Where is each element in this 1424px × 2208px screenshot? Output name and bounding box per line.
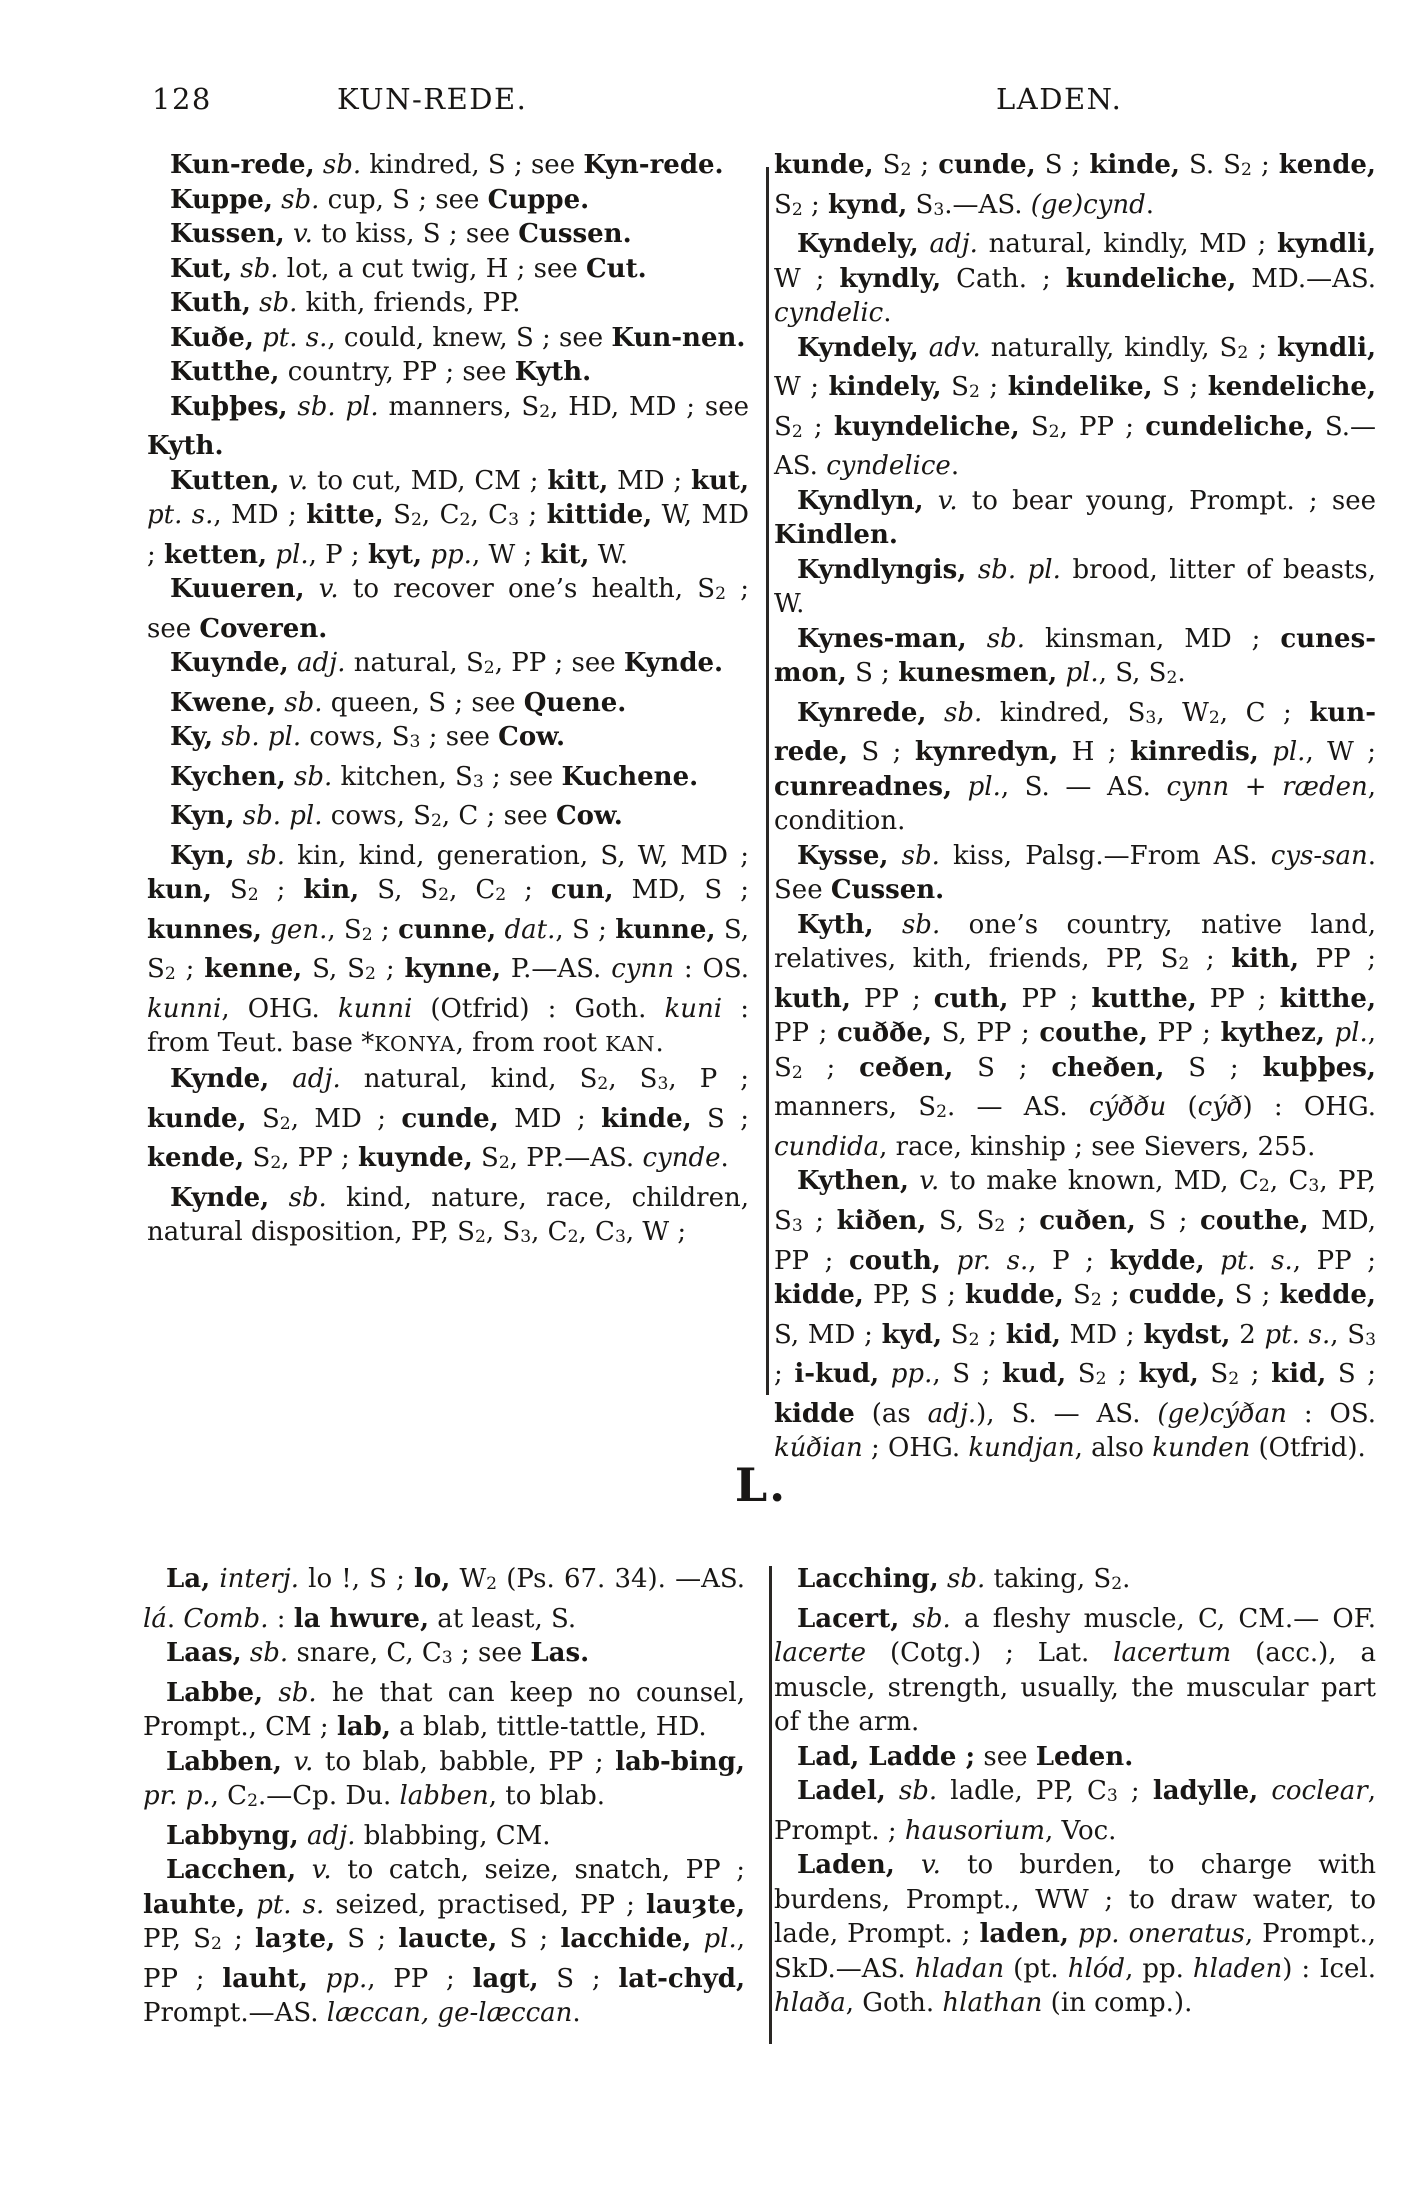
headword-or-form: cheðen, <box>1051 1052 1165 1083</box>
dictionary-entry: Kythen, v. to make known, MD, C2, C3, PP, S3 ; kiðen, S, S2 ; cuðen, S ; couthe, MD, PP ; couth, pr. s., P ; kydde, pt. s., PP ; kidde, PP, S ; kudde, S2 ; cudde, S ; kedde, S, MD ; kyd, S2 ; kid, MD ; kydst, 2 pt. s., S3 ; i-kud, pp., S ; kud, S2 ; kyd, S2 ; kid, S ; kidde (as adj.), S. — AS. (ge)cýðan : OS. kúðian ; OHG. kundjan, also kunden (Otfrid). <box>774 1166 1377 1464</box>
dictionary-entry: Ky, sb. pl. cows, S3 ; see Cow. <box>170 722 565 753</box>
reference-number: 3 <box>472 771 484 792</box>
headword-or-form: Cow. <box>498 722 565 753</box>
reference-number: 2 <box>1111 1574 1123 1595</box>
headword-or-form: kith, <box>1231 944 1300 975</box>
dictionary-entry: Laden, v. to burden, to charge with burdens, Prompt., WW ; to draw water, to lade, Prompt. ; laden, pp. oneratus, Prompt., SkD.—AS. hladan (pt. hlód, pp. hladen) : Icel. hlaða, Goth. hlathan (in comp.). <box>774 1850 1377 2019</box>
headword-or-form: kiðen, <box>836 1206 927 1237</box>
headword-or-form: Kindlen. <box>774 520 898 551</box>
reference-number: 2 <box>1240 160 1252 181</box>
reference-number: 2 <box>247 885 259 906</box>
column-right-k <box>774 148 1377 1464</box>
dictionary-entry: Kyndlyngis, sb. pl. brood, litter of beasts, W. <box>774 554 1376 620</box>
dictionary-entry: Kychen, sb. kitchen, S3 ; see Kuchene. <box>170 761 699 792</box>
reference-number: 3 <box>1106 1786 1118 1807</box>
headword-or-form: la hwure, <box>293 1603 430 1634</box>
headword-or-form: Kutten, <box>170 465 280 496</box>
reference-number: 3 <box>409 732 421 753</box>
headword-or-form: kythez, <box>1220 1018 1325 1049</box>
headword-or-form: kedde, <box>1279 1280 1376 1311</box>
reference-number: 2 <box>791 1062 803 1083</box>
reference-number: 2 <box>968 1329 980 1350</box>
dictionary-entry: Kuðe, pt. s., could, knew, S ; see Kun-nen. <box>170 322 746 353</box>
headword-or-form: Kyth, <box>797 909 874 940</box>
headword-or-form: Kun-rede, <box>170 150 315 180</box>
headword-or-form: kit, <box>540 539 590 570</box>
reference-number: 2 <box>936 1102 948 1123</box>
headword-or-form: Kyth. <box>514 357 592 387</box>
headword-or-form: Cussen. <box>830 875 945 906</box>
headword-or-form: La, <box>166 1564 211 1594</box>
dictionary-entry: Kussen, v. to kiss, S ; see Cussen. <box>170 219 632 249</box>
dictionary-entry: Kynrede, sb. kindred, S3, W2, C ; kun-rede, S ; kynredyn, H ; kinredis, pl., W ; cunreadnes, pl., S. — AS. cynn + ræden, condition. <box>774 697 1377 837</box>
headword-or-form: Kyndely, <box>797 332 919 363</box>
headword-or-form: Kussen, <box>170 219 285 249</box>
column-divider-bottom <box>769 1566 772 2044</box>
dictionary-entry: Ladel, sb. ladle, PP, C3 ; ladylle, coclear, Prompt. ; hausorium, Voc. <box>774 1776 1377 1846</box>
headword-or-form: cudde, <box>1128 1280 1226 1311</box>
headword-or-form: Kynde. <box>623 648 724 679</box>
headword-or-form: Kuppe, <box>170 184 273 215</box>
reference-number: 2 <box>968 382 980 403</box>
reference-number: 2 <box>486 1574 498 1595</box>
headword-or-form: cundeliche, <box>1145 411 1314 442</box>
reference-number: 2 <box>1237 342 1249 363</box>
headword-or-form: ketten, <box>164 539 268 570</box>
headword-or-form: Kyndlyn, <box>797 485 924 516</box>
dictionary-entry: Kyndely, adv. naturally, kindly, S2 ; kyndli, W ; kindely, S2 ; kindelike, S ; kendeliche, S2 ; kuyndeliche, S2, PP ; cundeliche, S.—AS. cyndelice. <box>774 332 1377 482</box>
reference-number: 2 <box>900 160 912 181</box>
headword-or-form: Kuþþes, <box>170 391 288 422</box>
headword-or-form: kudde, <box>964 1280 1064 1311</box>
headword-or-form: laden, <box>979 1919 1069 1950</box>
headword-or-form: kindelike, <box>1007 372 1153 403</box>
reference-number: 2 <box>279 1113 291 1134</box>
headword-or-form: Cuppe. <box>487 184 590 215</box>
headword-or-form: cunde, <box>401 1103 499 1134</box>
headword-or-form: Kutthe, <box>170 357 280 387</box>
headword-or-form: Las. <box>530 1638 590 1669</box>
headword-or-form: lo, <box>414 1564 451 1594</box>
headword-or-form: Laden, <box>797 1850 895 1881</box>
headword-or-form: cunreadnes, <box>774 771 953 802</box>
dictionary-entry: Kyndlyn, v. to bear young, Prompt. ; see Kindlen. <box>774 485 1376 551</box>
headword-or-form: kid, <box>1005 1319 1061 1350</box>
headword-or-form: Labben, <box>166 1746 282 1777</box>
reference-number: 2 <box>1166 668 1178 689</box>
dictionary-entry: Kwene, sb. queen, S ; see Quene. <box>170 687 627 718</box>
headword-or-form: Leden. <box>1035 1741 1134 1772</box>
headword-or-form: lab, <box>336 1712 391 1743</box>
reference-number: 2 <box>1228 1369 1240 1390</box>
reference-number: 2 <box>567 1227 579 1248</box>
headword-or-form: Kyn, <box>170 801 235 832</box>
dictionary-entry: Kuueren, v. to recover one’s health, S2 ; see Coveren. <box>147 574 750 644</box>
headword-or-form: kin, <box>303 875 360 906</box>
reference-number: 2 <box>1258 1176 1270 1197</box>
reference-number: 2 <box>1095 1369 1107 1390</box>
headword-or-form: Laas, <box>166 1638 242 1669</box>
headword-or-form: Lacching, <box>797 1564 939 1594</box>
reference-number: 2 <box>483 658 495 679</box>
dictionary-entry: Kutthe, country, PP ; see Kyth. <box>170 357 592 387</box>
headword-or-form: Ky, <box>170 722 214 753</box>
reference-number: 3 <box>614 1227 626 1248</box>
headword-or-form: ceðen, <box>859 1052 954 1083</box>
dictionary-entry: Kynde, sb. kind, nature, race, children, natural disposition, PP, S2, S3, C2, C3, W ; <box>147 1182 750 1248</box>
headword-or-form: Lad, Ladde ; <box>797 1741 976 1772</box>
headword-or-form: kinde, <box>601 1103 692 1134</box>
reference-number: 2 <box>164 964 176 985</box>
reference-number: 2 <box>474 1227 486 1248</box>
headword-or-form: kunne, <box>615 914 716 945</box>
reference-number: 3 <box>520 1227 532 1248</box>
reference-number: 2 <box>210 1934 222 1955</box>
dictionary-entry: Kyn, sb. kin, kind, generation, S, W, MD ; kun, S2 ; kin, S, S2, C2 ; cun, MD, S ; kunnes, gen., S2 ; cunne, dat., S ; kunne, S, S2 ; kenne, S, S2 ; kynne, P.—AS. cynn : OS. kunni, OHG. kunni (Otfrid) : Goth. kuni : from Teut. base *KONYA, from root KAN. <box>147 840 750 1059</box>
page-number: 128 <box>152 82 212 116</box>
headword-or-form: Kyndely, <box>797 229 919 260</box>
running-head-left: KUN-REDE. <box>337 82 528 116</box>
headword-or-form: kindely, <box>828 372 942 403</box>
headword-or-form: kundeliche, <box>1065 263 1237 294</box>
headword-or-form: kyndli, <box>1276 229 1376 260</box>
running-head-right: LADEN. <box>996 82 1123 116</box>
headword-or-form: Cut. <box>586 253 647 284</box>
headword-or-form: cunes-mon, <box>774 623 1377 689</box>
dictionary-entry: Lacching, sb. taking, S2. <box>797 1564 1131 1595</box>
dictionary-entry: La, interj. lo !, S ; lo, W2 (Ps. 67. 34). —AS. lá. Comb. : la hwure, at least, S. <box>143 1564 746 1634</box>
headword-or-form: lauȝte, <box>645 1889 745 1920</box>
reference-number: 2 <box>791 421 803 442</box>
dictionary-entry: Lacert, sb. a fleshy muscle, C, CM.— OF. lacerte (Cotg.) ; Lat. lacertum (acc.), a muscle, strength, usually, the muscular part of the arm. <box>774 1603 1376 1738</box>
headword-or-form: cuððe, <box>836 1018 932 1049</box>
headword-or-form: kydst, <box>1143 1319 1231 1350</box>
headword-or-form: lacchide, <box>560 1924 692 1955</box>
headword-or-form: Kyndlyngis, <box>797 554 967 585</box>
headword-or-form: kuynde, <box>358 1143 473 1174</box>
dictionary-entry: Kutten, v. to cut, MD, CM ; kitt, MD ; kut, pt. s., MD ; kitte, S2, C2, C3 ; kittide, W, MD ; ketten, pl., P ; kyt, pp., W ; kit, W. <box>147 465 749 570</box>
headword-or-form: Kynes-man, <box>797 623 967 654</box>
headword-or-form: i-kud, <box>794 1359 880 1390</box>
reference-number: 2 <box>498 1153 510 1174</box>
headword-or-form: kun, <box>147 875 212 906</box>
dictionary-entry: Kyn, sb. pl. cows, S2, C ; see Cow. <box>170 801 623 832</box>
headword-or-form: Kysse, <box>797 840 889 871</box>
headword-or-form: Kuueren, <box>170 574 305 605</box>
headword-or-form: Kyth. <box>147 431 224 462</box>
headword-or-form: kuþþes, <box>1262 1052 1376 1083</box>
headword-or-form: kidde, <box>774 1280 864 1311</box>
headword-or-form: kinde, <box>1089 150 1180 180</box>
reference-number: 2 <box>495 885 507 906</box>
headword-or-form: Kychen, <box>170 761 286 792</box>
headword-or-form: couthe, <box>1200 1206 1309 1237</box>
headword-or-form: lauhte, <box>143 1889 246 1920</box>
headword-or-form: kyndli, <box>1276 332 1376 363</box>
headword-or-form: kutthe, <box>1091 983 1197 1014</box>
dictionary-entry: Labbyng, adj. blabbing, CM. <box>166 1820 551 1851</box>
headword-or-form: Kuynde, <box>170 648 289 679</box>
reference-number: 2 <box>430 811 442 832</box>
headword-or-form: laucte, <box>398 1924 498 1955</box>
headword-or-form: couth, <box>848 1245 941 1276</box>
headword-or-form: Kun-nen. <box>611 322 746 353</box>
headword-or-form: lagt, <box>472 1963 539 1994</box>
headword-or-form: ladylle, <box>1152 1776 1259 1807</box>
reference-number: 2 <box>1090 1290 1102 1311</box>
headword-or-form: kunesmen, <box>898 658 1058 689</box>
reference-number: 3 <box>1308 1176 1320 1197</box>
headword-or-form: Ladel, <box>797 1776 886 1807</box>
reference-number: 2 <box>270 1153 282 1174</box>
headword-or-form: lauht, <box>222 1963 308 1994</box>
headword-or-form: kuyndeliche, <box>833 411 1020 442</box>
headword-or-form: kidde <box>774 1398 855 1429</box>
headword-or-form: kunde, <box>774 150 874 180</box>
headword-or-form: lat-chyd, <box>618 1963 746 1994</box>
headword-or-form: kut, <box>691 465 749 496</box>
headword-or-form: Labbe, <box>166 1677 264 1708</box>
reference-number: 3 <box>1365 1329 1377 1350</box>
dictionary-entry: Labben, v. to blab, babble, PP ; lab-bing, pr. p., C2.—Cp. Du. labben, to blab. <box>143 1746 745 1812</box>
headword-or-form: Kythen, <box>797 1166 909 1197</box>
headword-or-form: kinredis, <box>1130 737 1259 768</box>
column-left-k <box>147 148 749 1400</box>
reference-number: 2 <box>994 1216 1006 1237</box>
reference-number: 2 <box>1178 954 1190 975</box>
headword-or-form: kunnes, <box>147 914 262 945</box>
headword-or-form: Kynde, <box>170 1063 270 1094</box>
dictionary-entry: Kynde, adj. natural, kind, S2, S3, P ; kunde, S2, MD ; cunde, MD ; kinde, S ; kende, S2, PP ; kuynde, S2, PP.—AS. cynde. <box>147 1063 749 1174</box>
dictionary-entry: kunde, S2 ; cunde, S ; kinde, S. S2 ; kende, S2 ; kynd, S3.—AS. (ge)cynd. <box>774 150 1376 220</box>
reference-number: 3 <box>441 1648 453 1669</box>
dictionary-entry: Lad, Ladde ; see Leden. <box>797 1741 1134 1772</box>
headword-or-form: cun, <box>550 875 614 906</box>
reference-number: 3 <box>657 1074 669 1095</box>
dictionary-entry: Kuppe, sb. cup, S ; see Cuppe. <box>170 184 590 215</box>
dictionary-entry: Kyth, sb. one’s country, native land, relatives, kith, friends, PP, S2 ; kith, PP ; kuth, PP ; cuth, PP ; kutthe, PP ; kitthe, PP ; cuððe, S, PP ; couthe, PP ; kythez, pl., S2 ; ceðen, S ; cheðen, S ; kuþþes, manners, S2. — AS. cýððu (cýð) : OHG. cundida, race, kinship ; see Sievers, 255. <box>774 909 1377 1162</box>
reference-number: 2 <box>1208 707 1220 728</box>
reference-number: 2 <box>247 1791 259 1812</box>
reference-number: 2 <box>597 1074 609 1095</box>
reference-number: 2 <box>539 401 551 422</box>
column-right-l <box>774 1562 1376 2054</box>
headword-or-form: Kyn-rede. <box>583 150 724 180</box>
headword-or-form: Cow. <box>555 801 623 832</box>
dictionary-entry: Kyndely, adj. natural, kindly, MD ; kyndli, W ; kyndly, Cath. ; kundeliche, MD.—AS. cyndelic. <box>774 229 1377 329</box>
headword-or-form: couthe, <box>1039 1018 1148 1049</box>
dictionary-entry: Labbe, sb. he that can keep no counsel, Prompt., CM ; lab, a blab, tittle-tattle, HD. <box>143 1677 746 1743</box>
dictionary-entry: Kysse, sb. kiss, Palsg.—From AS. cys-san. See Cussen. <box>774 840 1376 906</box>
reference-number: 2 <box>361 924 373 945</box>
headword-or-form: kitthe, <box>1279 983 1377 1014</box>
reference-number: 3 <box>933 199 945 220</box>
headword-or-form: Cussen. <box>518 219 632 249</box>
headword-or-form: cuth, <box>933 983 1009 1014</box>
headword-or-form: kittide, <box>546 500 653 531</box>
headword-or-form: kende, <box>147 1143 245 1174</box>
headword-or-form: kyndly, <box>839 263 942 294</box>
reference-number: 2 <box>438 885 450 906</box>
headword-or-form: Kwene, <box>170 687 277 718</box>
headword-or-form: kynd, <box>828 189 908 220</box>
dictionary-entry: Lacchen, v. to catch, seize, snatch, PP ; lauhte, pt. s. seized, practised, PP ; lauȝte, PP, S2 ; laȝte, S ; laucte, S ; lacchide, pl., PP ; lauht, pp., PP ; lagt, S ; lat-chyd, Prompt.—AS. læccan, ge-læccan. <box>143 1855 746 2029</box>
dictionary-entry: Kun-rede, sb. kindred, S ; see Kyn-rede. <box>170 150 724 180</box>
reference-number: 2 <box>411 510 422 531</box>
headword-or-form: Kuchene. <box>561 761 699 792</box>
headword-or-form: laȝte, <box>255 1924 336 1955</box>
headword-or-form: Kuðe, <box>170 322 254 353</box>
headword-or-form: kitte, <box>306 500 384 531</box>
headword-or-form: kenne, <box>204 954 303 985</box>
headword-or-form: Kyn, <box>170 840 235 871</box>
headword-or-form: Quene. <box>523 687 627 718</box>
headword-or-form: kyd, <box>881 1319 943 1350</box>
dictionary-entry: Laas, sb. snare, C, C3 ; see Las. <box>166 1638 590 1669</box>
headword-or-form: cuðen, <box>1039 1206 1136 1237</box>
headword-or-form: Kynrede, <box>797 697 927 728</box>
dictionary-entry: Kuth, sb. kith, friends, PP. <box>170 288 521 318</box>
headword-or-form: kynredyn, <box>914 737 1059 768</box>
headword-or-form: Lacchen, <box>166 1855 297 1886</box>
headword-or-form: kyt, <box>367 539 423 570</box>
headword-or-form: cunne, <box>398 914 497 945</box>
headword-or-form: kuth, <box>774 983 851 1014</box>
headword-or-form: Kynde, <box>170 1182 270 1213</box>
headword-or-form: kydde, <box>1109 1245 1205 1276</box>
reference-number: 3 <box>791 1216 803 1237</box>
dictionary-entry: Kynes-man, sb. kinsman, MD ; cunes-mon, S ; kunesmen, pl., S, S2. <box>774 623 1377 689</box>
headword-or-form: Kuth, <box>170 288 251 318</box>
reference-number: 3 <box>508 510 519 531</box>
reference-number: 2 <box>365 964 376 985</box>
reference-number: 2 <box>459 510 471 531</box>
headword-or-form: kunde, <box>147 1103 247 1134</box>
dictionary-entry: Kuynde, adj. natural, S2, PP ; see Kynde. <box>170 648 724 679</box>
headword-or-form: kendeliche, <box>1207 372 1377 403</box>
reference-number: 2 <box>791 199 803 220</box>
headword-or-form: kynne, <box>404 954 501 985</box>
headword-or-form: lab-bing, <box>615 1746 745 1777</box>
reference-number: 2 <box>1048 421 1060 442</box>
headword-or-form: kitt, <box>547 465 609 496</box>
dictionary-entry: Kuþþes, sb. pl. manners, S2, HD, MD ; see Kyth. <box>147 391 749 462</box>
section-heading-l: L. <box>734 1458 788 1512</box>
headword-or-form: cunde, <box>938 150 1036 180</box>
reference-number: 2 <box>715 584 727 605</box>
column-left-l <box>143 1562 745 2054</box>
headword-or-form: Lacert, <box>797 1603 900 1634</box>
headword-or-form: kid, <box>1271 1359 1327 1390</box>
headword-or-form: kud, <box>1001 1359 1067 1390</box>
dictionary-entry: Kut, sb. lot, a cut twig, H ; see Cut. <box>170 253 647 284</box>
headword-or-form: kyd, <box>1138 1359 1199 1390</box>
headword-or-form: Kut, <box>170 253 232 284</box>
headword-or-form: kende, <box>1278 150 1376 180</box>
headword-or-form: kun-rede, <box>774 697 1376 768</box>
reference-number: 3 <box>1145 707 1157 728</box>
headword-or-form: Coveren. <box>199 613 328 644</box>
column-divider-top <box>766 167 769 1395</box>
headword-or-form: Labbyng, <box>166 1820 299 1851</box>
